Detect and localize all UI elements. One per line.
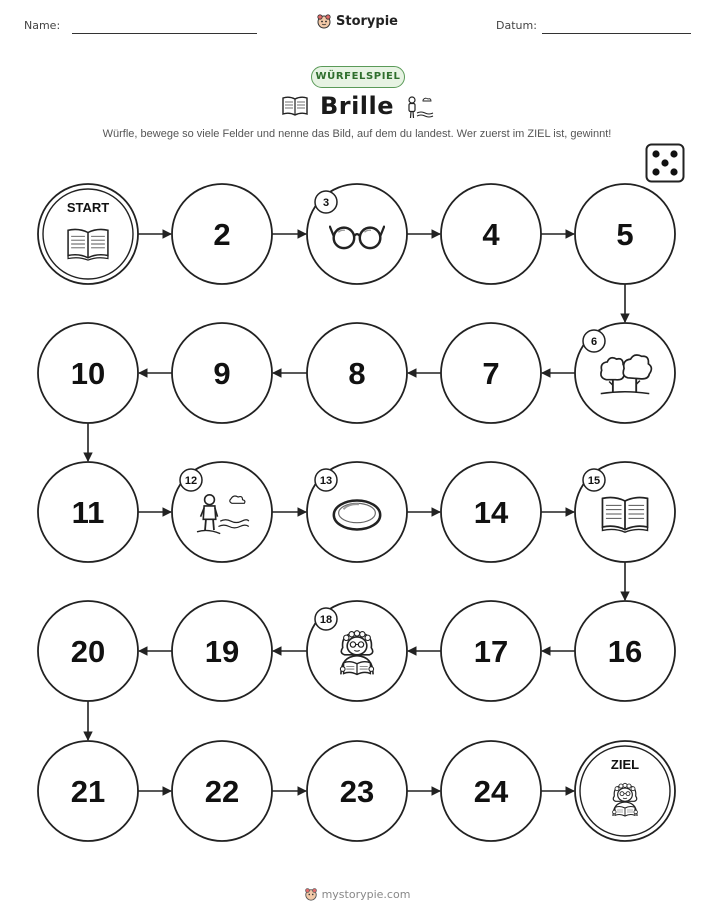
field-number: 18 <box>319 614 333 626</box>
die-icon <box>645 143 685 183</box>
board-field-14[interactable] <box>441 462 541 562</box>
mascot-icon <box>316 13 332 29</box>
board-field-6[interactable] <box>575 323 675 423</box>
board-field-15[interactable] <box>575 462 675 562</box>
field-number: 5 <box>616 217 634 252</box>
board-field-11[interactable] <box>38 462 138 562</box>
brand-name: Storypie <box>336 13 398 29</box>
board-field-8[interactable] <box>307 323 407 423</box>
field-number: 10 <box>70 356 106 391</box>
book-icon <box>602 498 647 533</box>
footer <box>0 887 714 901</box>
boy-at-sea-icon <box>403 94 435 122</box>
field-number: 9 <box>213 356 231 391</box>
name-label: Name: <box>24 19 61 32</box>
field-number: 15 <box>587 475 601 487</box>
field-number: 23 <box>339 774 375 809</box>
book-icon <box>68 229 108 260</box>
board-field-4[interactable] <box>441 184 541 284</box>
board-field-2[interactable] <box>172 184 272 284</box>
board-field-23[interactable] <box>307 741 407 841</box>
brand-logo <box>0 13 714 29</box>
date-label: Datum: <box>496 19 537 32</box>
field-number: 2 <box>213 217 231 252</box>
field-number: 14 <box>473 495 509 530</box>
field-number: 8 <box>348 356 366 391</box>
goal-label: ZIEL <box>610 757 640 772</box>
board-field-18[interactable] <box>307 601 407 701</box>
board-field-3[interactable] <box>307 184 407 284</box>
board-field-25[interactable] <box>575 741 675 841</box>
field-number: 24 <box>473 774 509 809</box>
field-number: 22 <box>204 774 240 809</box>
field-number: 12 <box>184 475 198 487</box>
footer-url[interactable]: mystorypie.com <box>321 887 411 901</box>
field-number: 7 <box>482 356 500 391</box>
game-type-badge: WÜRFELSPIEL <box>311 66 405 88</box>
field-number: 4 <box>482 217 500 252</box>
instructions: Würfle, bewege so viele Felder und nenne das Bild, auf dem du landest. Wer zuerst im ZIEL ist, gewinnt! <box>102 128 612 140</box>
board-field-16[interactable] <box>575 601 675 701</box>
field-number: 19 <box>204 634 240 669</box>
field-number: 6 <box>590 336 598 348</box>
board-field-13[interactable] <box>307 462 407 562</box>
board-field-12[interactable] <box>172 462 272 562</box>
page-title: Brille <box>319 92 395 120</box>
board-field-17[interactable] <box>441 601 541 701</box>
field-number: 11 <box>71 495 105 530</box>
board-field-24[interactable] <box>441 741 541 841</box>
date-line[interactable] <box>542 33 691 34</box>
board-field-19[interactable] <box>172 601 272 701</box>
mascot-icon <box>304 887 318 901</box>
field-number: 13 <box>319 475 333 487</box>
field-number: 21 <box>70 774 106 809</box>
start-label: START <box>66 200 110 215</box>
field-number: 16 <box>607 634 643 669</box>
board-field-21[interactable] <box>38 741 138 841</box>
board-field-5[interactable] <box>575 184 675 284</box>
board-field-9[interactable] <box>172 323 272 423</box>
field-number: 3 <box>322 197 330 209</box>
board-field-1[interactable] <box>38 184 138 284</box>
grandma-reading-icon <box>340 631 373 675</box>
name-line[interactable] <box>72 33 257 34</box>
lens-icon <box>334 500 380 529</box>
grandma-reading-icon <box>613 783 638 816</box>
field-number: 20 <box>70 634 106 669</box>
board-field-20[interactable] <box>38 601 138 701</box>
board-field-22[interactable] <box>172 741 272 841</box>
field-number: 17 <box>473 634 509 669</box>
board-field-7[interactable] <box>441 323 541 423</box>
game-board <box>0 180 714 860</box>
board-field-10[interactable] <box>38 323 138 423</box>
